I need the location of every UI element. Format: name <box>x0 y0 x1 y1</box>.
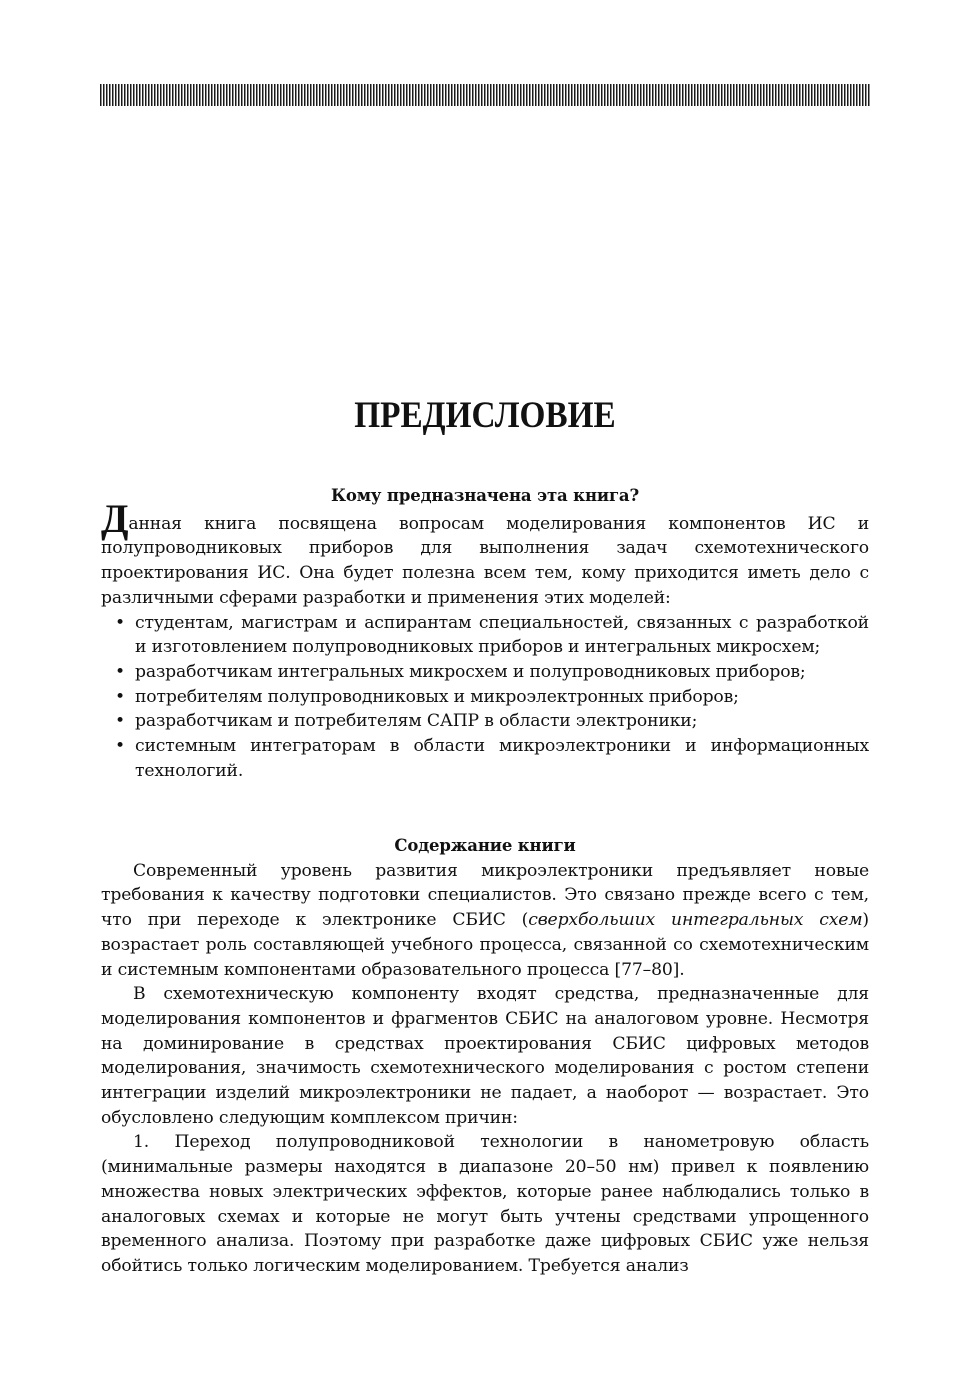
paragraph-3: 1. Переход полупроводниковой технологии в нанометровую область (минимальные размеры находятся в диапазоне 20–50 нм) привел к появлению множества новых электрических эффектов, которые ранее наблюдались только в аналоговых схемах и которые не могут быть учтены средствами упрощенного временного анализа. Поэтому при разработке даже цифровых СБИС уже нельзя обойтись только логическим моделированием. Требуется анализ <box>101 1132 869 1276</box>
list-item <box>101 709 869 734</box>
drop-cap: Д <box>101 495 129 541</box>
section-heading-audience: Кому предназначена эта книга? <box>331 486 639 505</box>
bullet-icon: • <box>115 711 125 732</box>
section-contents <box>101 834 869 1279</box>
paragraph-1-italic: сверхбольших интегральных схем <box>528 910 863 931</box>
list-item <box>101 685 869 710</box>
paragraph-1-start: Современный уровень развития микроэлектроники предъявляет новые требования к качеству подготовки специалистов. Это связано прежде всего с тем, что при переходе к электронике СБИС ( <box>101 860 869 931</box>
bullet-icon: • <box>115 686 125 707</box>
paragraph-1-end: ) возрастает роль составляющей учебного процесса, связанной со схемотехническим и системным компонентами образовательного процесса [77–80]. <box>101 910 869 980</box>
bullet-icon: • <box>115 612 125 633</box>
list-item-text: разработчикам и потребителям САПР в области электроники; <box>135 711 698 732</box>
list-item-text: студентам, магистрам и аспирантам специальностей, связанных с разработкой и изготовлением полупроводниковых приборов и интегральных микросхем; <box>135 612 869 658</box>
list-item <box>101 660 869 685</box>
list-item <box>101 611 869 660</box>
list-item <box>101 734 869 783</box>
bullet-icon: • <box>115 736 125 757</box>
audience-list <box>101 611 869 784</box>
paragraph-1 <box>101 859 869 983</box>
intro-text: анная книга посвящена вопросам моделирования компонентов ИС и полупроводниковых приборов для выполнения задач схемотехнического проектирования ИС. Она будет полезна всем тем, кому приходится иметь дело с различными сферами разработки и применения этих моделей: <box>101 513 869 608</box>
bullet-icon: • <box>115 661 125 682</box>
chapter-title: ПРЕДИСЛОВИЕ <box>354 395 616 436</box>
list-item-text: системным интеграторам в области микроэлектроники и информационных технологий. <box>135 736 869 781</box>
list-item-text: разработчикам интегральных микросхем и полупроводниковых приборов; <box>135 661 806 682</box>
section-heading-contents: Содержание книги <box>394 836 576 855</box>
section-audience <box>101 484 869 783</box>
list-item-text: потребителям полупроводниковых и микроэлектронных приборов; <box>135 686 739 707</box>
paragraph-2: В схемотехническую компоненту входят средства, предназначенные для моделирования компонентов и фрагментов СБИС на аналоговом уровне. Несмотря на доминирование в средствах проектирования СБИС цифровых методов моделирования, значимость схемотехнического моделирования с ростом степени интеграции изделий микроэлектроники не падает, а наоборот — возрастает. Это обусловлено следующим комплексом причин: <box>101 984 869 1128</box>
decorative-header-bar <box>100 84 870 106</box>
